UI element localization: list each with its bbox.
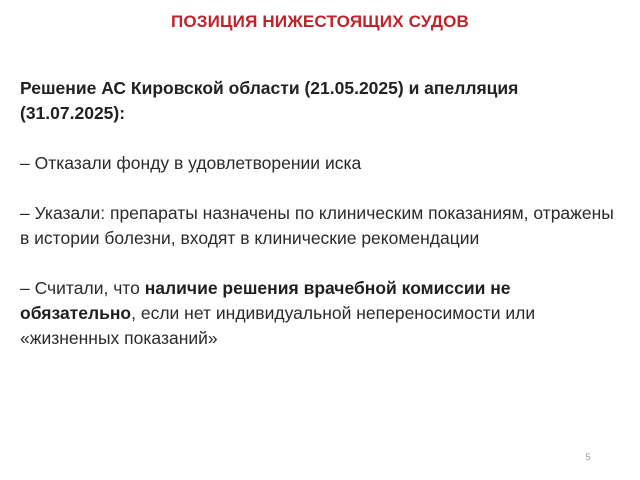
point-refused-claim: – Отказали фонду в удовлетворении иска xyxy=(20,153,362,173)
point-commission-bold: наличие решения врачебной комиссии не обязательно xyxy=(20,278,511,323)
point-commission-suffix: , если нет индивидуальной непереносимости или «жизненных показаний» xyxy=(20,303,536,348)
point-clinical-indications: – Указали: препараты назначены по клиническим показаниям, отражены в истории болезни, входят в клинические рекомендации xyxy=(20,203,614,248)
slide-content xyxy=(20,76,620,351)
page-number: 5 xyxy=(585,452,591,462)
point-commission-not-required xyxy=(20,276,620,351)
case-heading: Решение АС Кировской области (21.05.2025) и апелляция (31.07.2025): xyxy=(20,78,519,123)
point-commission-prefix: – Считали, что xyxy=(20,278,145,298)
slide-title: ПОЗИЦИЯ НИЖЕСТОЯЩИХ СУДОВ xyxy=(170,12,470,31)
